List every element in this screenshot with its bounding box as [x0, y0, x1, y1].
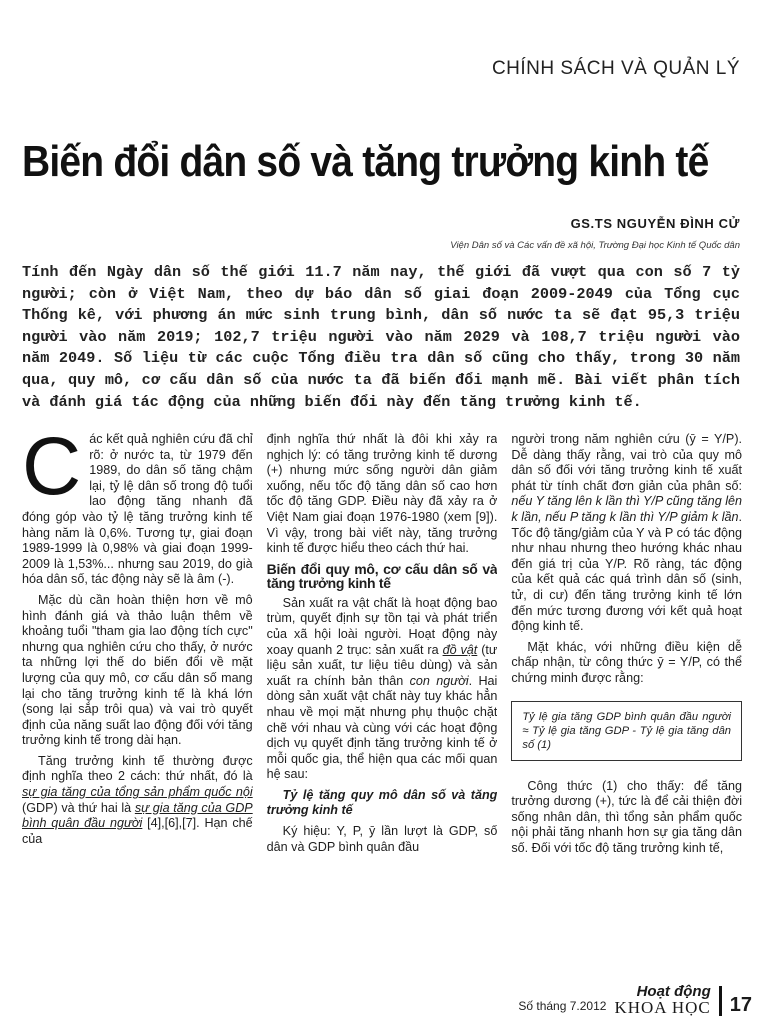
- paragraph: Công thức (1) cho thấy: để tăng trưởng dương (+), tức là để cải thiện đời sống nhân dân, thì tổng sản phẩm quốc nội phải tăng nhanh hơn sự gia tăng dân số. Đối với tốc độ tăng trưởng kinh tế,: [511, 778, 743, 855]
- paragraph: Mặc dù cần hoàn thiện hơn về mô hình đánh giá và thảo luận thêm về khoảng tuổi "tham gia lao động tích cực" nhưng qua nghiên cứu cho thấy, ở nước ta những lợi thế do biến đổi về mặt lượng của quy mô, cơ cấu dân số mang lại cho tăng trưởng kinh tế là khá lớn (song lại sắp trôi qua) và vai trò quyết định của năng suất lao động đối với tăng trưởng kinh tế trong dài hạn.: [22, 592, 253, 748]
- text-run: . Hai dòng sản xuất vật chất này tuy khác hẳn nhau về mọi mặt nhưng phụ thuộc chặt chẽ với nhau và cùng với các hoạt động dịch vụ quyết định tăng trưởng kinh tế ở mỗi quốc gia, thể hiện qua các mối quan hệ sau:: [266, 673, 498, 782]
- intro-block: [22, 432, 253, 588]
- emphasis-text: sự gia tăng của tổng sản phẩm quốc nội: [22, 785, 253, 800]
- column-1: [22, 432, 253, 972]
- emphasis-text: con người: [409, 673, 469, 688]
- section-subheading: Biến đổi quy mô, cơ cấu dân số và tăng trưởng kinh tế: [266, 560, 498, 591]
- text-run: (tư liệu sản xuất, tư liệu tiêu dùng) và sản xuất ra chính bản thân: [266, 642, 498, 688]
- formula-box: Tỷ lệ gia tăng GDP bình quân đầu người ≈ Tỷ lệ gia tăng GDP - Tỷ lệ gia tăng dân số (1): [511, 701, 742, 761]
- text-run: [4],[6],[7]. Hạn chế của: [22, 816, 253, 846]
- emphasis-text: nếu Y tăng lên k lần thì Y/P cũng tăng lên k lần, nếu P tăng k lần thì Y/P giảm k lần: [511, 494, 743, 524]
- logo-bottom-text: KHOA HỌC: [614, 998, 711, 1017]
- emphasis-text: sự gia tăng của GDP bình quân đầu người: [22, 800, 253, 831]
- page-number: 17: [729, 994, 752, 1016]
- paragraph: [511, 432, 742, 635]
- drop-cap: C: [22, 432, 82, 512]
- lead-paragraph: Tính đến Ngày dân số thế giới 11.7 năm nay, thế giới đã vượt qua con số 7 tỷ người; còn ở Việt Nam, theo dự báo dân số giai đoạn 2009-2049 của Tổng cục Thống kê, với phương án mức sinh trung bình, dân số nước ta sẽ đạt 95,3 triệu người vào năm 2019; 102,7 triệu người vào năm 2029 và 108,7 triệu người vào năm 2049. Số liệu từ các cuộc Tổng điều tra dân số cũng cho thấy, trong 30 năm qua, quy mô, cơ cấu dân số của nước ta đã biến đổi mạnh mẽ. Bài viết phân tích và đánh giá tác động của những biến đổi này đến tăng trưởng kinh tế.: [22, 263, 740, 411]
- italic-subheading: Tỷ lệ tăng quy mô dân số và tăng trưởng kinh tế: [266, 787, 498, 818]
- logo-top-text: Hoạt động: [636, 983, 711, 1000]
- magazine-logo: [614, 985, 710, 1016]
- paragraph: [267, 596, 498, 783]
- author-name: GS.TS NGUYỄN ĐÌNH CỬ: [570, 216, 740, 231]
- text-run: . Tốc độ tăng/giảm của Y và P có tác động như nhau nhưng theo hướng khác nhau đến giá trị của Y/P. Rõ ràng, tác động của kết quả các quá trình dân số (sinh, tử, di cư) đến tăng trưởng kinh tế lớn đến mức tương đương với kết quả hoạt động kinh tế.: [511, 509, 743, 634]
- paragraph: Mặt khác, với những điều kiện dễ chấp nhận, từ công thức ȳ = Y/P, có thể chứng minh được rằng:: [511, 639, 743, 685]
- column-2: [267, 432, 498, 972]
- paragraph: ác kết quả nghiên cứu đã chỉ rõ: ở nước ta, từ 1979 đến 1989, do dân số tăng chậm lại, tỷ lệ dân số trong độ tuổi lao động tăng nhanh đã đóng góp vào tỷ lệ tăng trưởng kinh tế hàng năm là 0,6%. Tương tự, giai đoạn 1989-1999 là 0,98% và giai đoạn 1999-2009 là 1,53%... nhưng sau 2019, do già hóa dân số, tác động này sẽ là âm (-).: [22, 432, 253, 587]
- column-3: [511, 432, 742, 972]
- paragraph: định nghĩa thứ nhất là đôi khi xảy ra nghịch lý: có tăng trưởng kinh tế dương (+) nhưng mức sống người dân giảm xuống, nếu tốc độ tăng dân số cao hơn tốc độ tăng GDP. Điều này đã xảy ra ở Việt Nam giai đoạn 1976-1980 (xem [9]). Vì vậy, trong bài viết này, tăng trưởng kinh tế được hiểu theo cách thứ hai.: [266, 432, 498, 556]
- article-title: Biến đổi dân số và tăng trưởng kinh tế: [22, 138, 709, 187]
- paragraph: Ký hiệu: Y, P, ȳ lần lượt là GDP, số dân và GDP bình quân đầu: [266, 824, 498, 854]
- paragraph: [22, 754, 253, 848]
- section-header: CHÍNH SÁCH VÀ QUẢN LÝ: [491, 58, 740, 79]
- issue-label: Số tháng 7.2012: [518, 999, 607, 1013]
- footer-divider: [719, 986, 722, 1016]
- text-run: người trong năm nghiên cứu (ȳ = Y/P). Dễ dàng thấy rằng, vai trò của quy mô dân số đối với tăng trưởng kinh tế xuất phát từ tính chất đơn giản của phân số:: [511, 432, 743, 493]
- body-columns: [22, 432, 742, 972]
- text-run: Sản xuất ra vật chất là hoạt động bao trùm, quyết định sự tồn tại và phát triển của xã hội loài người. Hoạt động này xoay quanh 2 trục: sản xuất ra: [266, 595, 498, 657]
- emphasis-text: đồ vật: [442, 642, 478, 657]
- text-run: (GDP) và thứ hai là: [22, 800, 135, 815]
- page-footer: [518, 985, 752, 1016]
- author-affiliation: Viện Dân số và Các vấn đề xã hội, Trường Đại học Kinh tế Quốc dân: [450, 240, 740, 251]
- text-run: Tăng trưởng kinh tế thường được định nghĩa theo 2 cách: thứ nhất, đó là: [22, 753, 253, 784]
